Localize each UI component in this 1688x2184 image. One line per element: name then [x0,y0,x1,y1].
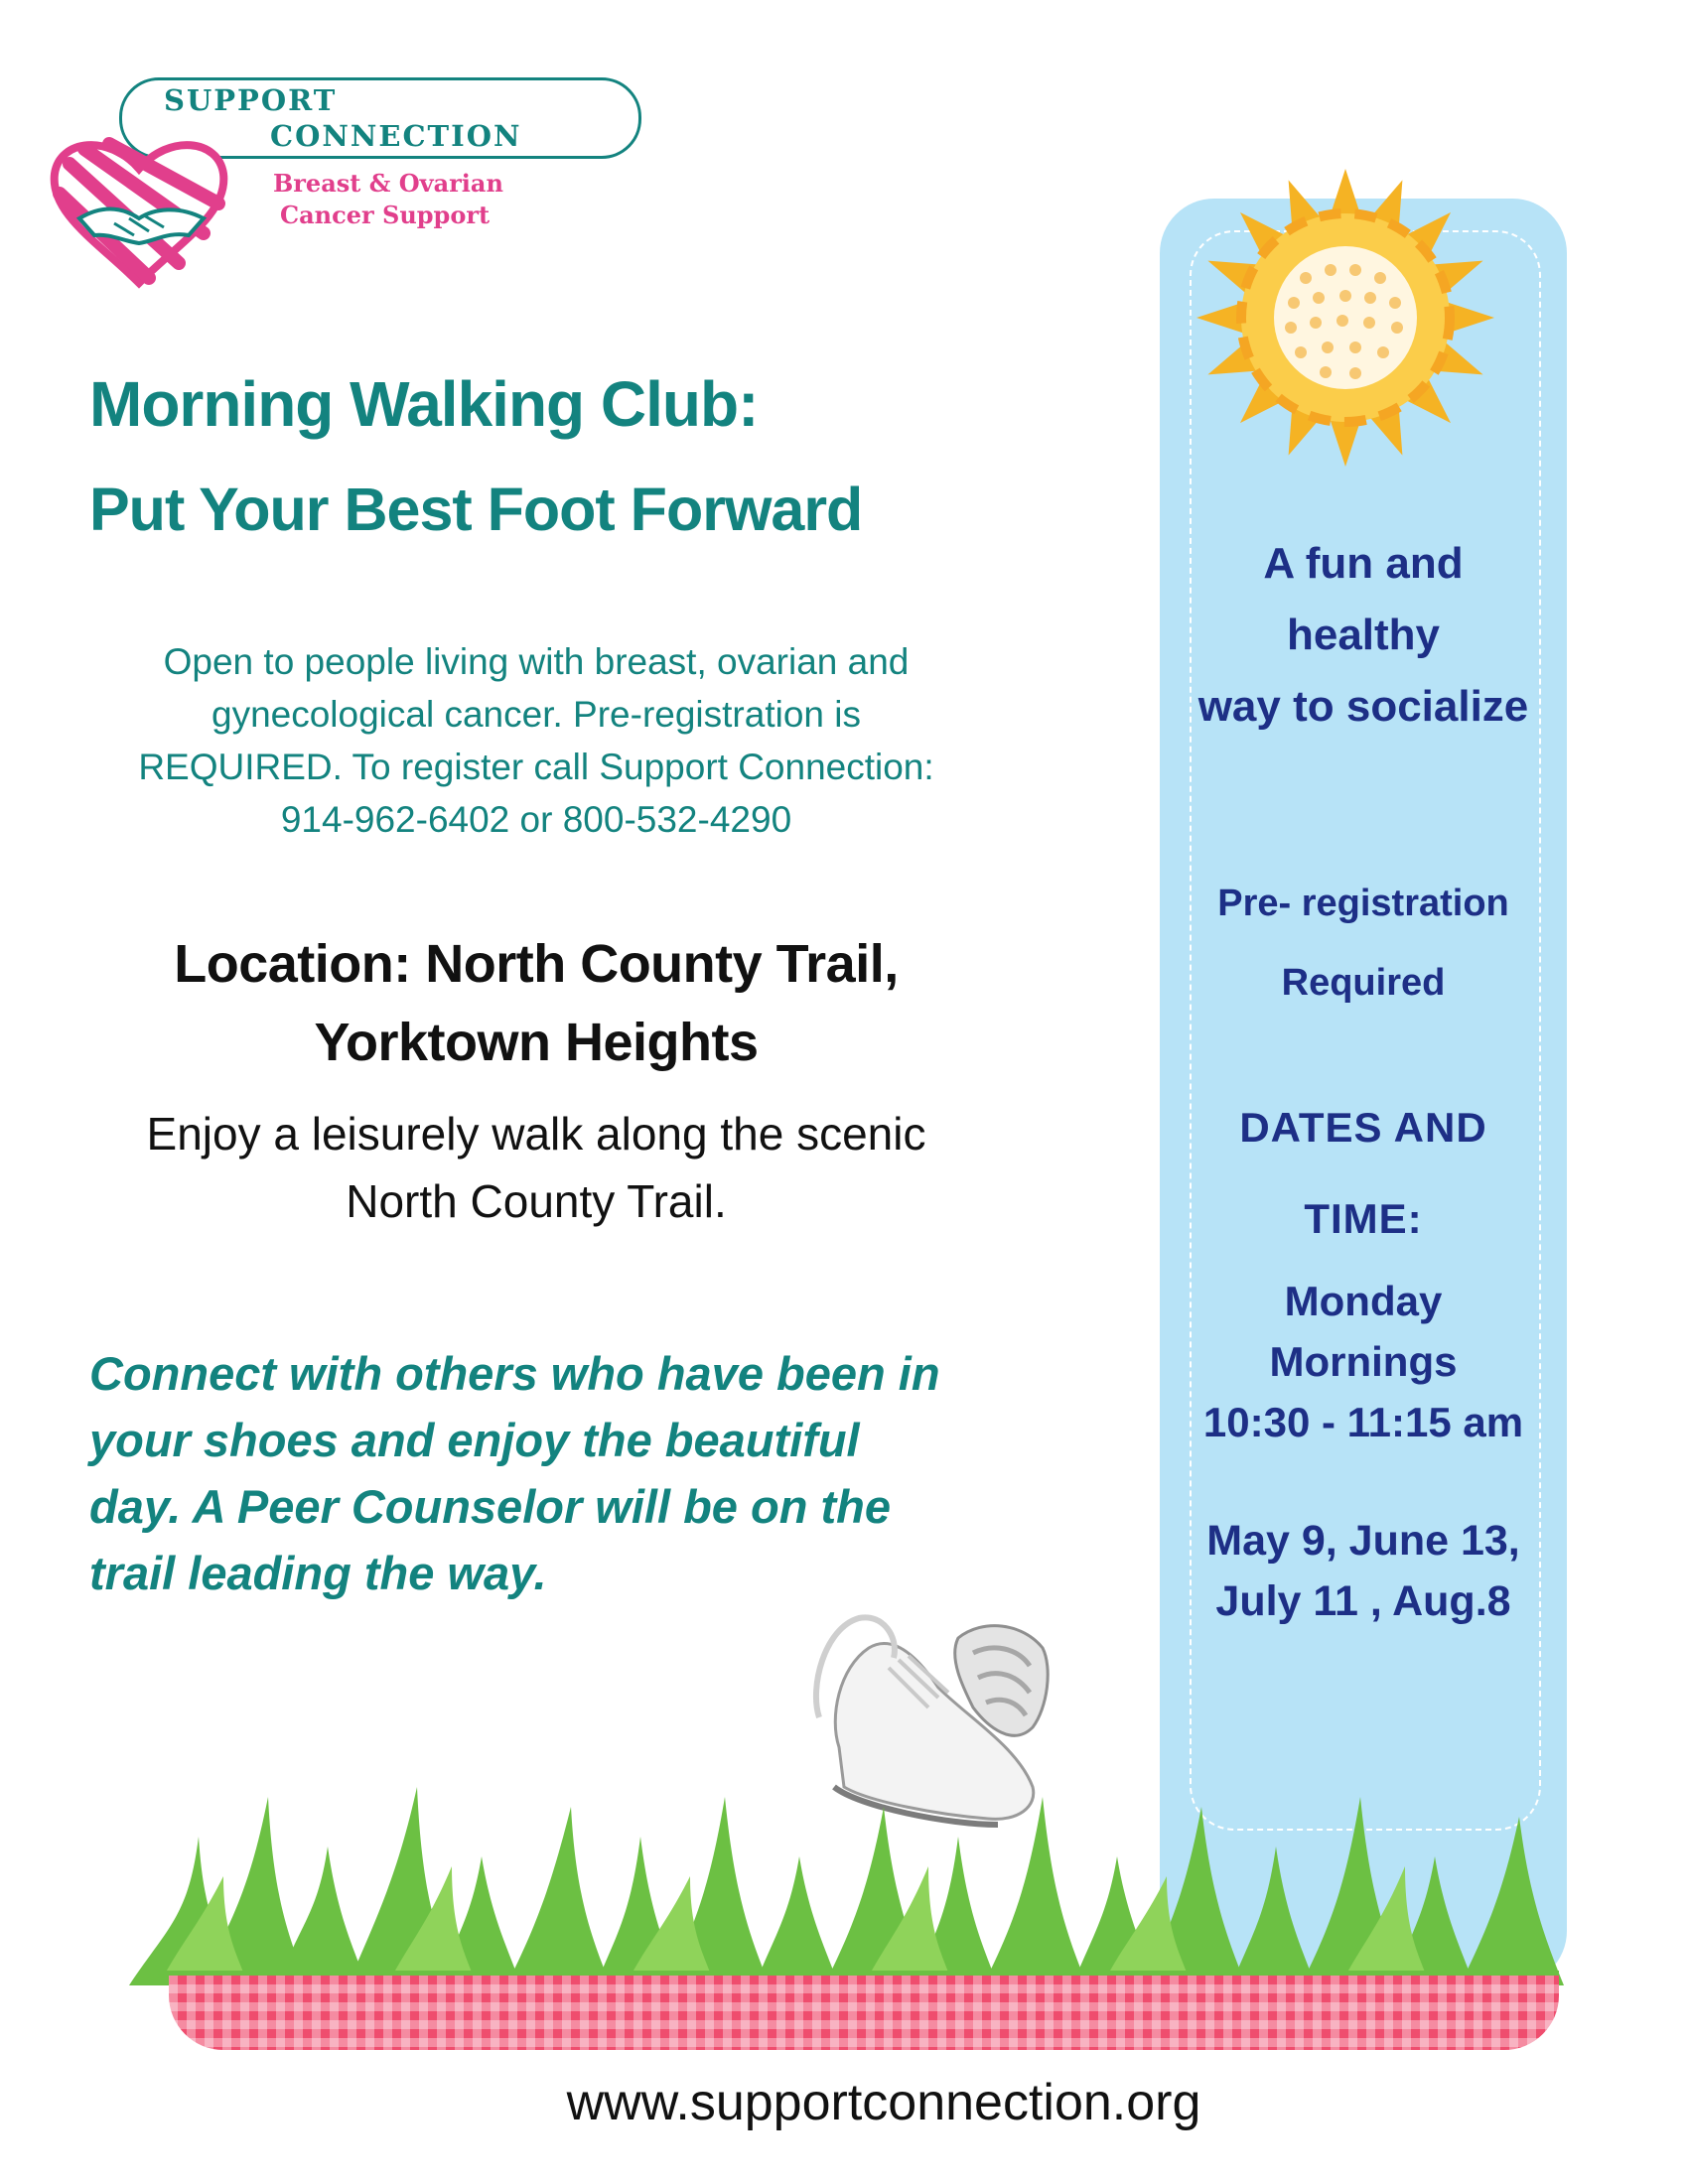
schedule-day-time [1160,1271,1567,1452]
date-line: July 11 , Aug.8 [1215,1577,1511,1625]
logo-tagline-2: Cancer Support [280,201,491,229]
enjoy-line: Enjoy a leisurely walk along the scenic [146,1108,926,1160]
intro-line: REQUIRED. To register call Support Connection: [138,747,934,787]
grass-illustration [129,1777,1579,1985]
connect-line: trail leading the way. [89,1547,547,1599]
page-subtitle: Put Your Best Foot Forward [89,476,863,543]
website-url[interactable]: www.supportconnection.org [566,2074,1201,2131]
connect-line: day. A Peer Counselor will be on the [89,1480,891,1533]
date-line: May 9, June 13, [1206,1517,1520,1565]
sun-icon [1187,159,1504,477]
prereg-line: Required [1281,962,1446,1004]
connect-text [89,1340,1013,1606]
gingham-ground-strip [169,1976,1559,2050]
phone-numbers: 914-962-6402 or 800-532-4290 [280,799,792,840]
preregistration-note [1160,864,1567,1023]
location-line: Location: North County Trail, [174,934,899,994]
intro-text [79,635,993,846]
intro-line: Open to people living with breast, ovarian and [163,641,910,682]
logo-word-support: SUPPORT [164,83,338,117]
logo-word-connection: CONNECTION [270,119,522,153]
fun-line: way to socialize [1197,682,1529,731]
heart-handshake-icon [40,124,238,293]
connect-line: your shoes and enjoy the beautiful [89,1414,860,1466]
page-title: Morning Walking Club: [89,368,759,440]
time-range: 10:30 - 11:15 am [1202,1399,1524,1445]
schedule-dates [1160,1511,1567,1632]
intro-line: gynecological cancer. Pre-registration is [211,694,861,735]
enjoy-line: North County Trail. [346,1175,727,1227]
connect-line: Connect with others who have been in [89,1347,940,1400]
enjoy-text [79,1100,993,1235]
logo-tagline-1: Breast & Ovarian [273,169,503,198]
prereg-line: Pre- registration [1217,883,1509,924]
fun-line: healthy [1286,611,1441,659]
location-line: Yorktown Heights [314,1013,759,1072]
dates-heading [1160,1082,1567,1265]
day-line: Monday [1284,1278,1443,1324]
fun-tagline [1160,528,1567,743]
dates-line: TIME: [1304,1195,1423,1242]
support-connection-logo [40,69,655,308]
day-line: Mornings [1269,1338,1458,1385]
dates-line: DATES AND [1239,1104,1487,1151]
location-heading [79,925,993,1082]
fun-line: A fun and [1263,539,1464,588]
